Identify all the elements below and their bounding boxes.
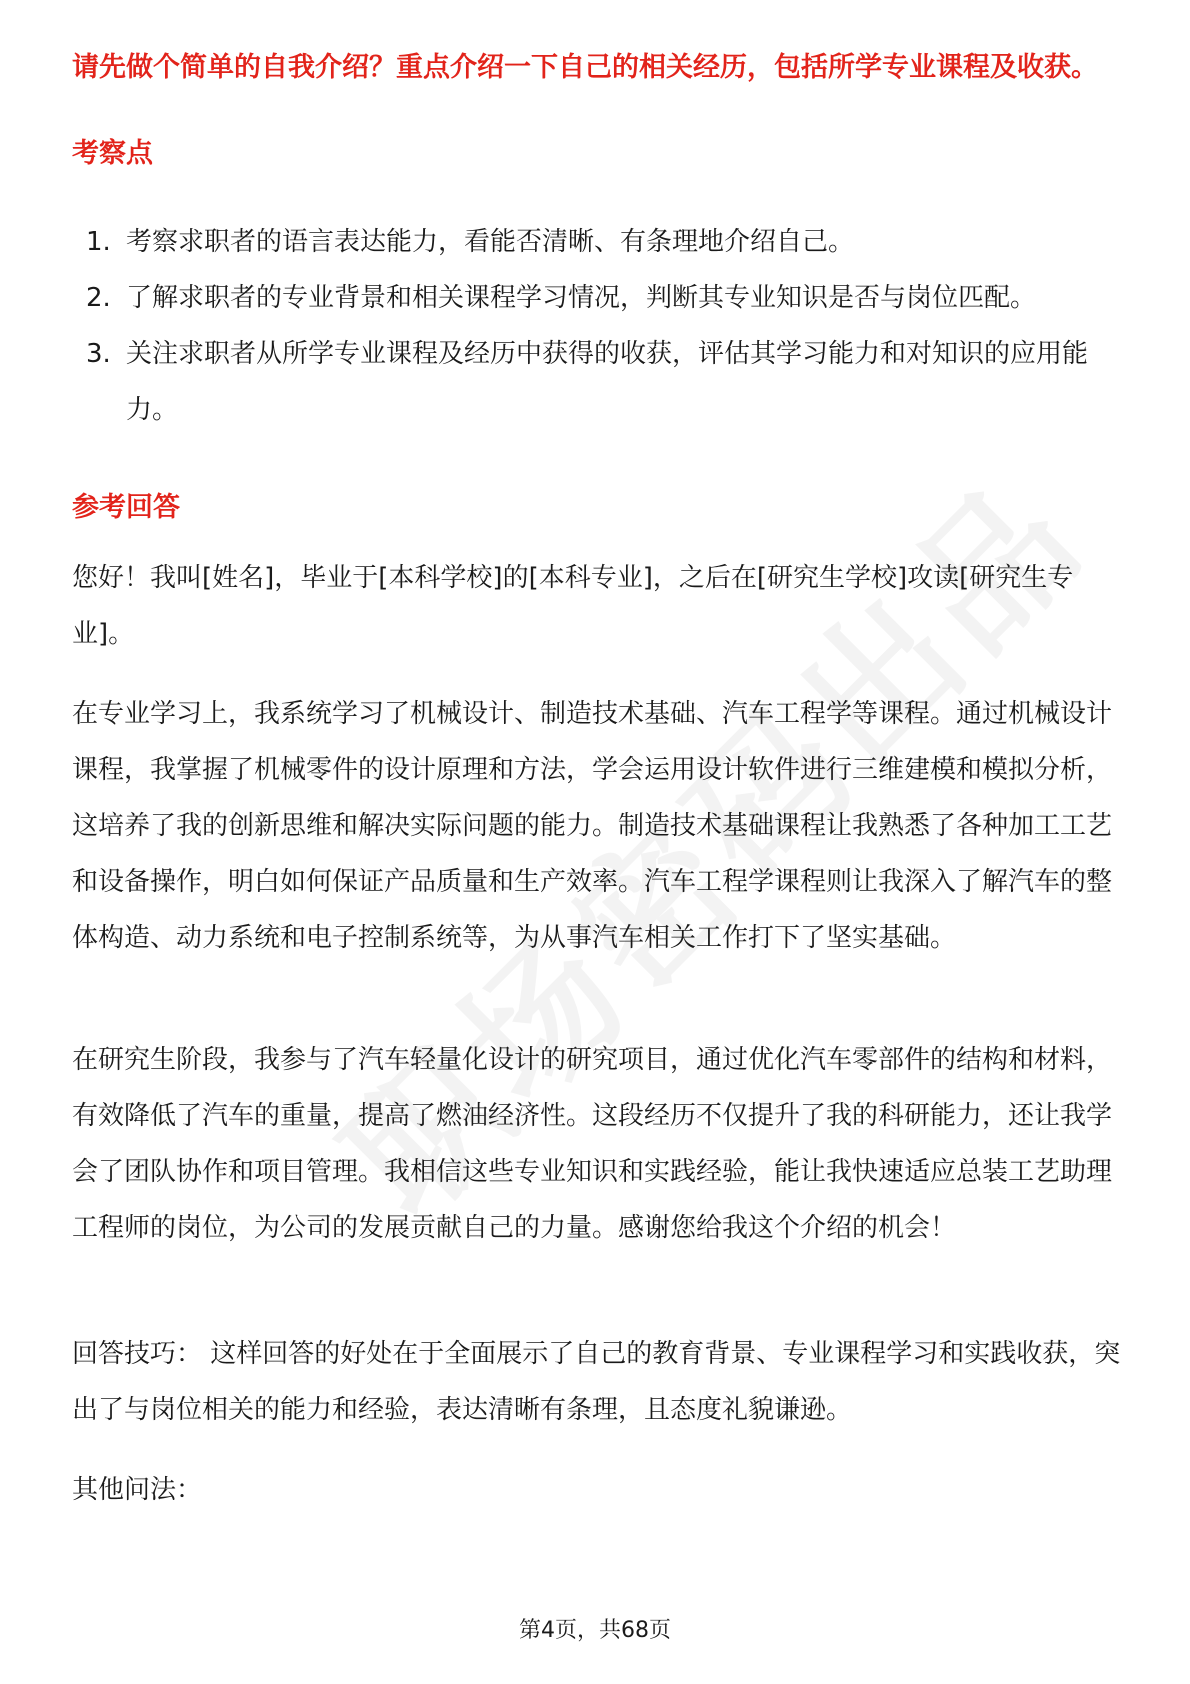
points-list [72,214,1132,438]
question-heading: 请先做个简单的自我介绍？重点介绍一下自己的相关经历，包括所学专业课程及收获。 [72,52,1098,83]
answer-paragraph-2: 在专业学习上，我系统学习了机械设计、制造技术基础、汽车工程学等课程。通过机械设计课程，我掌握了机械零件的设计原理和方法，学会运用设计软件进行三维建模和模拟分析，这培养了我的创新思维和解决实际问题的能力。制造技术基础课程让我熟悉了各种加工工艺和设备操作，明白如何保证产品质量和生产效率。汽车工程学课程则让我深入了解汽车的整体构造、动力系统和电子控制系统等，为从事汽车相关工作打下了坚实基础。 [72,699,1113,953]
list-item-text: 考察求职者的语言表达能力，看能否清晰、有条理地介绍自己。 [126,227,855,257]
list-item-number: 2. [86,283,111,313]
list-item-number: 1. [86,227,111,257]
list-item-text: 了解求职者的专业背景和相关课程学习情况，判断其专业知识是否与岗位匹配。 [126,283,1037,313]
answer-label: 参考回答 [72,492,180,523]
page-number: 第4页，共68页 [519,1618,671,1643]
answer-paragraph-3: 在研究生阶段，我参与了汽车轻量化设计的研究项目，通过优化汽车零部件的结构和材料，有效降低了汽车的重量，提高了燃油经济性。这段经历不仅提升了我的科研能力，还让我学会了团队协作和项目管理。我相信这些专业知识和实践经验，能让我快速适应总装工艺助理工程师的岗位，为公司的发展贡献自己的力量。感谢您给我这个介绍的机会！ [72,1045,1113,1243]
list-item [72,270,1132,326]
answer-paragraph-1: 您好！我叫[姓名]，毕业于[本科学校]的[本科专业]，之后在[研究生学校]攻读[研究生专业]。 [72,563,1074,649]
list-item [72,326,1132,438]
other-questions-label: 其他问法： [72,1475,203,1505]
list-item-text: 关注求职者从所学专业课程及经历中获得的收获，评估其学习能力和对知识的应用能力。 [126,339,1089,425]
points-label: 考察点 [72,138,153,169]
list-item-number: 3. [86,339,111,369]
list-item [72,214,1132,270]
answer-tip: 回答技巧： 这样回答的好处在于全面展示了自己的教育背景、专业课程学习和实践收获，突出了与岗位相关的能力和经验，表达清晰有条理，且态度礼貌谦逊。 [72,1339,1121,1425]
